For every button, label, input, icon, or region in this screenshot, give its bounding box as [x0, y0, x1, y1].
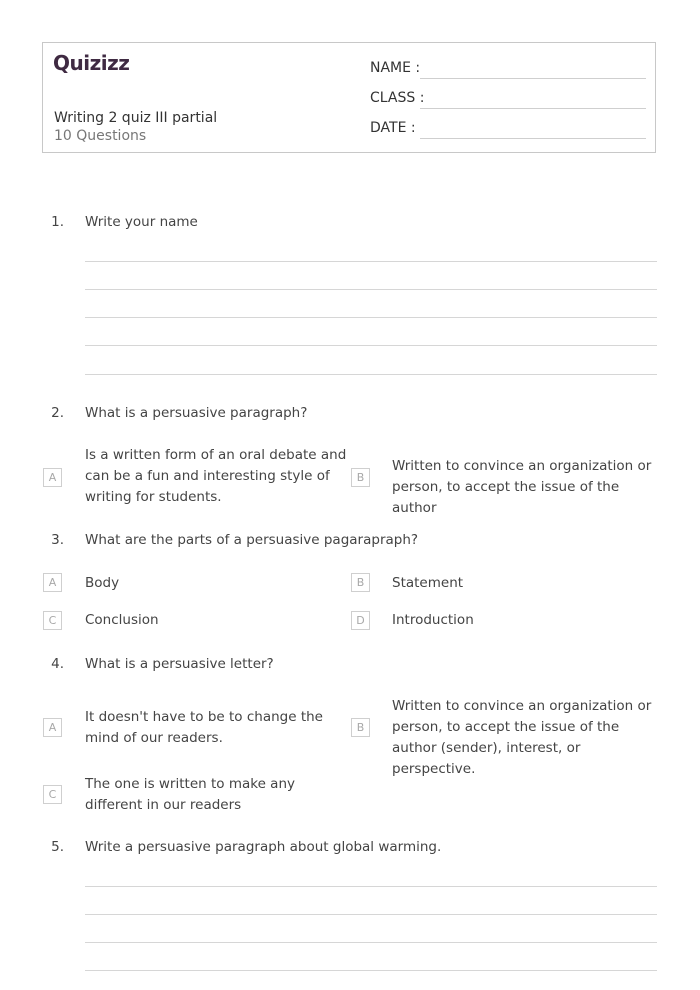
name-label: NAME :	[370, 60, 421, 76]
option-a-text: It doesn't have to be to change the mind of our readers.	[85, 709, 323, 746]
option-b-text: Written to convince an organization or person, to accept the issue of the author	[392, 458, 652, 516]
option-b-box[interactable]: B	[351, 718, 370, 737]
answer-line[interactable]	[85, 317, 657, 318]
quizizz-logo: Quizizz	[53, 51, 130, 75]
option-a-box[interactable]: A	[43, 718, 62, 737]
option-d-text: Introduction	[392, 612, 474, 628]
answer-line[interactable]	[85, 374, 657, 375]
option-b-box[interactable]: B	[351, 573, 370, 592]
option-a-box[interactable]: A	[43, 573, 62, 592]
option-b-text: Written to convince an organization or person, to accept the issue of the author (sender), interest, or perspective.	[392, 698, 652, 777]
question-number: 1.	[51, 214, 64, 230]
question-text: What is a persuasive paragraph?	[85, 405, 308, 421]
question-text: Write a persuasive paragraph about global warming.	[85, 839, 442, 855]
date-label: DATE :	[370, 120, 416, 136]
answer-line[interactable]	[85, 886, 657, 887]
name-field[interactable]	[420, 78, 646, 79]
answer-line[interactable]	[85, 970, 657, 971]
option-c-box[interactable]: C	[43, 611, 62, 630]
answer-line[interactable]	[85, 289, 657, 290]
option-b-text: Statement	[392, 575, 464, 591]
question-text: What is a persuasive letter?	[85, 656, 274, 672]
option-d-box[interactable]: D	[351, 611, 370, 630]
option-c-text: The one is written to make any different in our readers	[85, 776, 295, 813]
option-a-text: Is a written form of an oral debate and can be a fun and interesting style of writing for students.	[85, 447, 347, 505]
option-a-box[interactable]: A	[43, 468, 62, 487]
question-text: Write your name	[85, 214, 198, 230]
class-label: CLASS :	[370, 90, 425, 106]
answer-line[interactable]	[85, 914, 657, 915]
option-c-text: Conclusion	[85, 612, 159, 628]
question-number: 5.	[51, 839, 64, 855]
question-text: What are the parts of a persuasive pagarapraph?	[85, 532, 419, 548]
class-field[interactable]	[420, 108, 646, 109]
question-number: 2.	[51, 405, 64, 421]
question-number: 4.	[51, 656, 64, 672]
question-number: 3.	[51, 532, 64, 548]
question-count: 10 Questions	[54, 128, 147, 144]
answer-line[interactable]	[85, 261, 657, 262]
option-b-box[interactable]: B	[351, 468, 370, 487]
answer-line[interactable]	[85, 345, 657, 346]
option-c-box[interactable]: C	[43, 785, 62, 804]
quiz-title: Writing 2 quiz III partial	[54, 110, 218, 126]
option-a-text: Body	[85, 575, 120, 591]
answer-line[interactable]	[85, 942, 657, 943]
date-field[interactable]	[420, 138, 646, 139]
